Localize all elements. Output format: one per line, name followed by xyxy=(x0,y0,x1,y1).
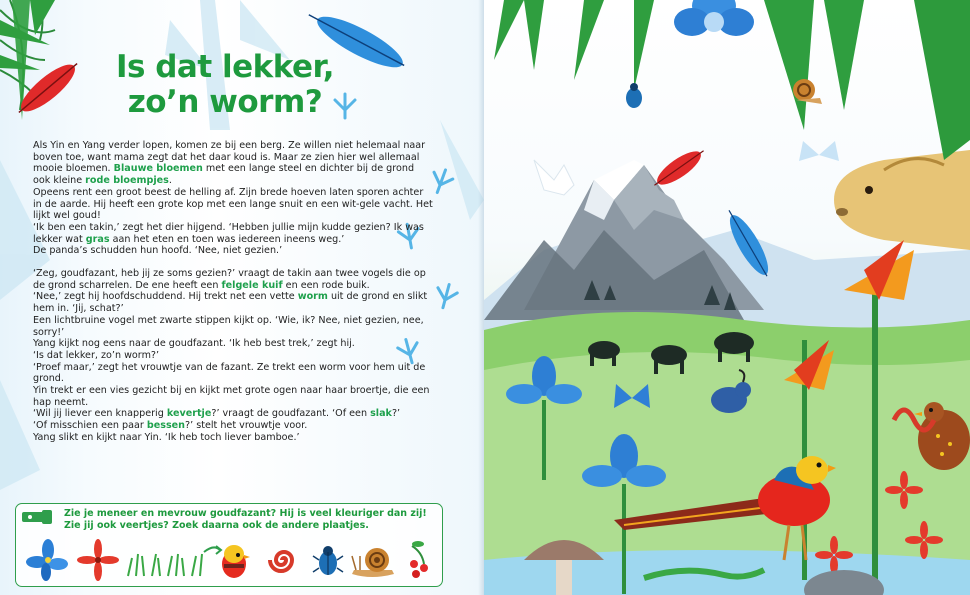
story-text-segment: ‘Zeg, goudfazant, heb jij ze soms gezien?’ vraagt de takin aan twee vogels die op de grond scharrelen. De ene heeft een xyxy=(33,268,426,291)
page-title xyxy=(100,50,350,120)
right-page-illustration xyxy=(484,0,970,595)
beetle-top-icon xyxy=(626,83,642,108)
blue-flower-top-icon xyxy=(674,0,754,36)
takin-head-icon xyxy=(834,150,970,250)
left-page xyxy=(0,0,484,595)
berries-icon xyxy=(410,541,428,578)
arrow-icon xyxy=(204,546,221,554)
white-bird-icon xyxy=(534,160,574,195)
beetle-icon xyxy=(313,546,343,575)
jungle-mountain-illustration xyxy=(484,0,970,595)
story-text-segment: aan het eten en toen was iedereen ineens weg.’ De panda’s schudden hun hoofd. ‘Nee, niet gezien.’ xyxy=(33,233,345,257)
story-text-segment: Als Yin en Yang verder lopen, komen ze bij een berg. Ze willen niet helemaal naar boven toe, want mama zegt dat het daar koud is. Maar ze zien hier wel allemaal mooie bloemen. xyxy=(33,140,426,175)
story-paragraph-1 xyxy=(33,140,433,257)
keyword-highlight: rode bloempjes xyxy=(85,175,169,187)
find-items-strip xyxy=(20,534,440,584)
keyword-highlight: worm xyxy=(297,291,328,303)
keyword-highlight: gras xyxy=(85,233,110,245)
title-line-2: zo’n worm? xyxy=(127,84,323,120)
keyword-highlight: bessen xyxy=(146,420,186,432)
story-text-segment: ?’ ‘Of misschien een paar xyxy=(33,408,401,432)
search-tip-box xyxy=(15,503,443,587)
grass-icon xyxy=(128,554,202,576)
flashlight-icon xyxy=(22,510,52,524)
story-text-segment: en een rode buik. ‘Nee,’ zegt hij hoofdschuddend. Hij trekt net een vette xyxy=(33,279,370,303)
keyword-highlight: felgele kuif xyxy=(221,279,283,291)
pheasant-head-icon xyxy=(222,545,250,578)
keyword-highlight: slak xyxy=(370,408,392,420)
red-flower-icon xyxy=(77,539,119,581)
story-text-segment: ?’ stelt het vrouwtje voor. Yang slikt en kijkt naar Yin. ‘Ik heb toch liever bamboe.’ xyxy=(33,420,308,443)
worm-icon xyxy=(270,552,292,571)
title-line-1: Is dat lekker, xyxy=(115,49,335,85)
tip-text: Zie je meneer en mevrouw goudfazant? Hij is veel kleuriger dan zij! Zie jij ook veertjes? Zoek daarna ook de andere plaatjes. xyxy=(64,508,427,531)
story-text-segment: ?’ vraagt de goudfazant. ‘Of een xyxy=(211,408,371,420)
blue-butterfly-icon xyxy=(799,141,839,161)
blue-flower-icon xyxy=(26,539,68,581)
story-text-segment: met een lange steel en dichter bij de grond ook kleine xyxy=(33,163,415,187)
story-paragraph-2 xyxy=(33,268,433,444)
keyword-highlight: Blauwe bloemen xyxy=(113,163,203,175)
keyword-highlight: kevertje xyxy=(166,408,212,420)
story-text-segment: uit de grond en slikt hem in. ‘Jij, schat?’ Een lichtbruine vogel met zwarte stippen kijkt op. ‘Wie, ik? Nee, niet gezien, nee, sorry!’ Yang kijkt nog eens naar de goudfazant. ‘Ik heb best trek,’ zegt hij. ‘Is dat lekker, zo’n worm?’ ‘Proef maar,’ zegt het vrouwtje van de fazant. Ze trekt een worm voor hem uit de grond. Yin trekt er een vies gezicht bij en kijkt met grote ogen naar haar broertje, die een hap neemt. ‘Wil jij liever een knapperig xyxy=(33,291,430,420)
story-text-segment: . Opeens rent een groot beest de helling af. Zijn brede hoeven laten sporen achter in de aarde. Hij heeft een grote kop met een lange snuit en een wit-gele vacht. Het lijkt wel goud! ‘Ik ben een takin,’ zegt het dier hijgend. ‘Hebben jullie mijn kudde gezien? Ik was lekker wat xyxy=(33,175,433,245)
story-text xyxy=(33,140,433,444)
snail-icon xyxy=(352,548,394,577)
